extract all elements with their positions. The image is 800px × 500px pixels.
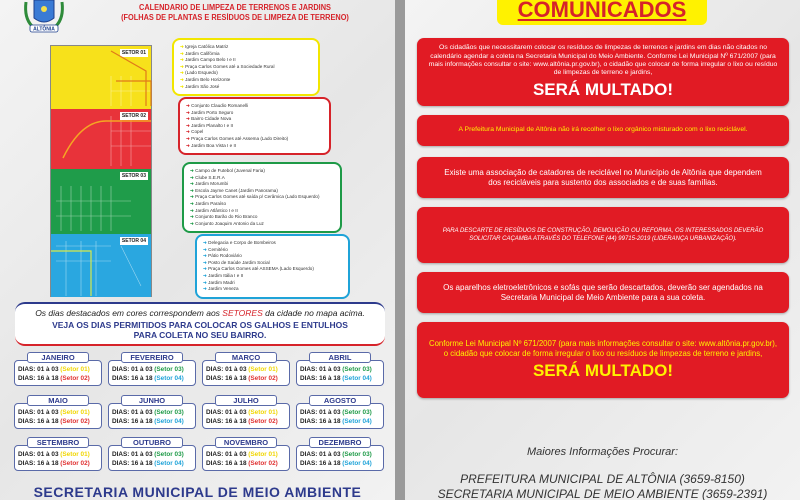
days-range: DIAS: 01 à 03 bbox=[112, 409, 153, 416]
neighborhood-item: ➜ Jardim Boa Vista I e II bbox=[186, 143, 323, 150]
sector-tag: (Setor 04) bbox=[154, 375, 184, 382]
month-name: MAIO bbox=[27, 395, 89, 406]
neighborhood-item: ➜ (Lado Esquedo) bbox=[180, 70, 312, 77]
days-range: DIAS: 16 à 18 bbox=[112, 375, 153, 382]
days-range: DIAS: 16 à 18 bbox=[206, 375, 247, 382]
month-days bbox=[202, 403, 290, 429]
sector-tag: (Setor 01) bbox=[60, 409, 90, 416]
municipal-coat-of-arms-logo bbox=[22, 0, 66, 34]
days-range: DIAS: 01 à 03 bbox=[112, 366, 153, 373]
notice-electronics-sofas bbox=[417, 272, 789, 313]
notice-construction-waste bbox=[417, 207, 789, 263]
days-range: DIAS: 01 à 03 bbox=[300, 366, 341, 373]
month-card bbox=[296, 437, 384, 471]
days-range: DIAS: 16 à 18 bbox=[112, 418, 153, 425]
notice-irregular-disposal bbox=[417, 38, 789, 106]
neighborhood-item: ➜ Pátio Rodoviário bbox=[203, 253, 342, 260]
month-days bbox=[296, 360, 384, 386]
fine-warning: SERÁ MULTADO! bbox=[532, 79, 674, 99]
sector-tag: (Setor 01) bbox=[248, 409, 278, 416]
neighborhood-item: ➜ Cemitério bbox=[203, 247, 342, 254]
month-name: JUNHO bbox=[121, 395, 183, 406]
month-name: NOVEMBRO bbox=[215, 437, 277, 448]
fine-warning: SERÁ MULTADO! bbox=[532, 361, 674, 380]
days-line-2 bbox=[300, 374, 380, 383]
sector-tag: (Setor 03) bbox=[342, 366, 372, 373]
days-range: DIAS: 01 à 03 bbox=[112, 451, 153, 458]
month-days bbox=[108, 403, 196, 429]
sector-tag: (Setor 03) bbox=[342, 409, 372, 416]
note-line-2: VEJA OS DIAS PERMITIDOS PARA COLOCAR OS GALHOS E ENTULHOS bbox=[52, 320, 348, 330]
month-card bbox=[14, 437, 102, 471]
sector-label: SETOR 02 bbox=[121, 113, 146, 119]
month-card bbox=[108, 352, 196, 386]
days-line-1 bbox=[206, 365, 286, 374]
days-line-1 bbox=[206, 450, 286, 459]
month-card bbox=[108, 437, 196, 471]
days-line-2 bbox=[206, 374, 286, 383]
sector-tag: (Setor 04) bbox=[154, 418, 184, 425]
sector-tag: (Setor 02) bbox=[248, 375, 278, 382]
month-name: MARÇO bbox=[215, 352, 277, 363]
month-days bbox=[108, 360, 196, 386]
heading-text: COMUNICADOS bbox=[517, 0, 687, 22]
month-name: DEZEMBRO bbox=[309, 437, 371, 448]
sector-tag: (Setor 02) bbox=[248, 460, 278, 467]
days-line-2 bbox=[206, 417, 286, 426]
neighborhood-item: ➜ Conjunto Barão do Rio Branco bbox=[190, 214, 334, 221]
neighborhood-item: ➜ Praça Carlos Gomes até ASSEMA (Lado Esquerdo) bbox=[203, 266, 342, 273]
neighborhood-item: ➜ Conjunto Joaquim Antonio da Luz bbox=[190, 221, 334, 228]
note-text: Os dias destacados em cores correspondem aos bbox=[35, 308, 223, 318]
month-card bbox=[296, 352, 384, 386]
month-days bbox=[14, 403, 102, 429]
month-name: ABRIL bbox=[309, 352, 371, 363]
days-range: DIAS: 16 à 18 bbox=[206, 418, 247, 425]
days-range: DIAS: 16 à 18 bbox=[18, 418, 59, 425]
days-range: DIAS: 01 à 03 bbox=[206, 409, 247, 416]
days-line-1 bbox=[112, 408, 192, 417]
sector-tag: (Setor 01) bbox=[60, 451, 90, 458]
note-text: da cidade no mapa acima. bbox=[262, 308, 365, 318]
sector-01-neighborhood-list bbox=[172, 38, 320, 96]
days-line-1 bbox=[300, 450, 380, 459]
sector-label: SETOR 03 bbox=[121, 173, 146, 179]
days-line-1 bbox=[112, 365, 192, 374]
neighborhood-item: ➜ Escola Jayme Canet (Jardim Panorama) bbox=[190, 188, 334, 195]
secretariat-title: SECRETARIA MUNICIPAL DE MEIO AMBIENTE bbox=[33, 484, 362, 500]
sector-label: SETOR 01 bbox=[121, 50, 146, 56]
days-line-1 bbox=[300, 408, 380, 417]
days-range: DIAS: 01 à 03 bbox=[18, 409, 59, 416]
days-range: DIAS: 16 à 18 bbox=[300, 418, 341, 425]
sector-tag: (Setor 01) bbox=[248, 366, 278, 373]
notice-text: A Prefeitura Municipal de Altônia não irá recolher o lixo orgânico misturado com o lixo reciclável. bbox=[458, 126, 748, 134]
days-line-2 bbox=[112, 417, 192, 426]
calendar-subtitle: (FOLHAS DE PLANTAS E RESÍDUOS DE LIMPEZA DE TERRENO) bbox=[121, 13, 349, 22]
days-range: DIAS: 01 à 03 bbox=[300, 409, 341, 416]
sector-tag: (Setor 02) bbox=[60, 418, 90, 425]
notice-text: Os cidadãos que necessitarem colocar os resíduos de limpezas de terrenos e jardins em dias não citados no calendário agendar a coleta na Secretaria Municipal do Meio Ambiente. Conforme Lei Municipal Nº 671/2007 (para mais informações consultar o site: www.altônia.pr.gov.br), o cidadão que colocar de forma irregular o lixo ou resíduo de limpezas de terreno e jardins, bbox=[428, 44, 778, 77]
days-range: DIAS: 01 à 03 bbox=[206, 366, 247, 373]
month-days bbox=[14, 360, 102, 386]
month-days bbox=[202, 445, 290, 471]
notice-text: Conforme Lei Municipal Nº 671/2007 (para mais informações consultar o site: www.altônia.pr.gov.br), o cidadão que colocar de forma irregular o lixo ou resíduos de limpezas de terreno e jardins, bbox=[428, 339, 778, 358]
days-range: DIAS: 01 à 03 bbox=[300, 451, 341, 458]
neighborhood-item: ➜ Jardim Morumbi bbox=[190, 181, 334, 188]
days-line-1 bbox=[18, 365, 98, 374]
neighborhood-item: ➜ Jardim Porto Seguro bbox=[186, 110, 323, 117]
month-days bbox=[296, 403, 384, 429]
neighborhood-item: ➜ Jardim Veneza bbox=[203, 286, 342, 293]
calendar-instructions bbox=[15, 302, 385, 346]
sector-04-neighborhood-list bbox=[195, 234, 350, 299]
neighborhood-item: ➜ Bairro Cidade Nova bbox=[186, 116, 323, 123]
days-range: DIAS: 16 à 18 bbox=[206, 460, 247, 467]
notice-recyclers-association bbox=[417, 157, 789, 198]
sector-tag: (Setor 03) bbox=[154, 451, 184, 458]
days-line-1 bbox=[18, 450, 98, 459]
sector-tag: (Setor 01) bbox=[60, 366, 90, 373]
month-card bbox=[14, 352, 102, 386]
neighborhood-item: ➜ Posto de Saúde Jardim Social bbox=[203, 260, 342, 267]
days-line-2 bbox=[112, 459, 192, 468]
note-line-3: PARA COLETA NO SEU BAIRRO. bbox=[133, 330, 267, 340]
sector-tag: (Setor 02) bbox=[60, 460, 90, 467]
neighborhood-item: ➜ Jardim Planalto I e II bbox=[186, 123, 323, 130]
sector-tag: (Setor 04) bbox=[342, 375, 372, 382]
notice-municipal-law bbox=[417, 322, 789, 398]
notice-text: Os aparelhos eletroeletrônicos e sofás que serão descartados, deverão ser agendados na Secretaria Municipal de Meio Ambiente para a sua coleta. bbox=[443, 282, 763, 302]
announcements-panel bbox=[405, 0, 800, 500]
days-line-1 bbox=[112, 450, 192, 459]
days-line-1 bbox=[206, 408, 286, 417]
days-range: DIAS: 16 à 18 bbox=[18, 460, 59, 467]
sector-tag: (Setor 03) bbox=[154, 366, 184, 373]
days-line-2 bbox=[18, 459, 98, 468]
month-name: FEVEREIRO bbox=[121, 352, 183, 363]
days-line-2 bbox=[300, 459, 380, 468]
calendar-title: CALENDARIO DE LIMPEZA DE TERRENOS E JARDINS bbox=[139, 3, 331, 12]
month-card bbox=[14, 395, 102, 429]
calendar-panel bbox=[0, 0, 395, 500]
neighborhood-item: ➜ Praça Carlos Gomes até Assema (Lado Direito) bbox=[186, 136, 323, 143]
month-name: AGOSTO bbox=[309, 395, 371, 406]
contact-secretaria: SECRETARIA MUNICIPAL DE MEIO AMBIENTE (3659-2391) bbox=[437, 487, 768, 500]
contact-prefeitura: PREFEITURA MUNICIPAL DE ALTÔNIA (3659-8150) bbox=[460, 472, 745, 486]
notice-organic-waste bbox=[417, 115, 789, 146]
neighborhood-item: ➜ Conjunto Claudio Romanelli bbox=[186, 103, 323, 110]
month-card bbox=[202, 352, 290, 386]
sector-tag: (Setor 02) bbox=[60, 375, 90, 382]
map-streets bbox=[51, 46, 153, 298]
notice-text: Existe uma associação de catadores de reciclável no Município de Altônia que dependem dos recicláveis para sustento dos associados e de suas famílias. bbox=[444, 167, 762, 187]
month-name: JULHO bbox=[215, 395, 277, 406]
neighborhood-item: ➜ Jardim Madri bbox=[203, 280, 342, 287]
neighborhood-item: ➜ Praça Carlos Gomes até saída p/ Cerâmica (Lado Esquerdo) bbox=[190, 194, 334, 201]
days-line-1 bbox=[300, 365, 380, 374]
days-range: DIAS: 01 à 03 bbox=[18, 451, 59, 458]
month-name: OUTUBRO bbox=[121, 437, 183, 448]
neighborhood-item: ➜ Jardim Belo Horizonte bbox=[180, 77, 312, 84]
month-card bbox=[108, 395, 196, 429]
neighborhood-item: ➜ Jardim Califórnia bbox=[180, 51, 312, 58]
neighborhood-item: ➜ Jardim São José bbox=[180, 84, 312, 91]
neighborhood-item: ➜ Praça Carlos Gomes até a Sociedade Rural bbox=[180, 64, 312, 71]
days-line-2 bbox=[300, 417, 380, 426]
announcements-heading bbox=[497, 0, 707, 25]
sector-tag: (Setor 04) bbox=[342, 418, 372, 425]
neighborhood-item: ➜ Jardim Atlântico I e II bbox=[190, 208, 334, 215]
sector-tag: (Setor 03) bbox=[342, 451, 372, 458]
days-line-2 bbox=[18, 417, 98, 426]
neighborhood-item: ➜ Igreja Católica Matriz bbox=[180, 44, 312, 51]
days-line-2 bbox=[18, 374, 98, 383]
neighborhood-item: ➜ Jardim Campo Belo I e II bbox=[180, 57, 312, 64]
month-days bbox=[14, 445, 102, 471]
month-card bbox=[202, 437, 290, 471]
days-line-2 bbox=[206, 459, 286, 468]
neighborhood-item: ➜ Campo de Futebol (Juvenal Faria) bbox=[190, 168, 334, 175]
days-range: DIAS: 16 à 18 bbox=[18, 375, 59, 382]
month-days bbox=[108, 445, 196, 471]
days-range: DIAS: 16 à 18 bbox=[300, 460, 341, 467]
note-highlight: SETORES bbox=[222, 308, 263, 318]
sector-tag: (Setor 03) bbox=[154, 409, 184, 416]
sector-tag: (Setor 02) bbox=[248, 418, 278, 425]
sector-tag: (Setor 01) bbox=[248, 451, 278, 458]
days-range: DIAS: 01 à 03 bbox=[18, 366, 59, 373]
sector-label: SETOR 04 bbox=[121, 238, 146, 244]
svg-text:ALTÔNIA: ALTÔNIA bbox=[33, 26, 55, 33]
sector-03-neighborhood-list bbox=[182, 162, 342, 233]
month-days bbox=[296, 445, 384, 471]
days-range: DIAS: 01 à 03 bbox=[206, 451, 247, 458]
neighborhood-item: ➜ Jardim Paraíso bbox=[190, 201, 334, 208]
days-line-2 bbox=[112, 374, 192, 383]
neighborhood-item: ➜ Copel bbox=[186, 129, 323, 136]
sector-tag: (Setor 04) bbox=[154, 460, 184, 467]
sector-map bbox=[50, 45, 152, 297]
notice-text: PARA DESCARTE DE RESÍDUOS DE CONSTRUÇÃO, DEMOLIÇÃO OU REFORMA, OS INTERESSADOS DEVERÃO SOLICITAR CAÇAMBA ATRAVÉS DO TELEFONE (44) 99715-2019 (LIDERANÇA URBANIZAÇÃO). bbox=[442, 227, 764, 242]
month-days bbox=[202, 360, 290, 386]
days-range: DIAS: 16 à 18 bbox=[300, 375, 341, 382]
month-card bbox=[202, 395, 290, 429]
days-range: DIAS: 16 à 18 bbox=[112, 460, 153, 467]
neighborhood-item: ➜ Delegacia e Corpo de Bombeiros bbox=[203, 240, 342, 247]
sector-02-neighborhood-list bbox=[178, 97, 331, 155]
more-info-heading: Maiores Informações Procurar: bbox=[527, 446, 678, 458]
month-card bbox=[296, 395, 384, 429]
days-line-1 bbox=[18, 408, 98, 417]
sector-tag: (Setor 04) bbox=[342, 460, 372, 467]
month-name: SETEMBRO bbox=[27, 437, 89, 448]
neighborhood-item: ➜ Clube S.E.R.A bbox=[190, 175, 334, 182]
neighborhood-item: ➜ Jardim Itália I e II bbox=[203, 273, 342, 280]
month-name: JANEIRO bbox=[27, 352, 89, 363]
